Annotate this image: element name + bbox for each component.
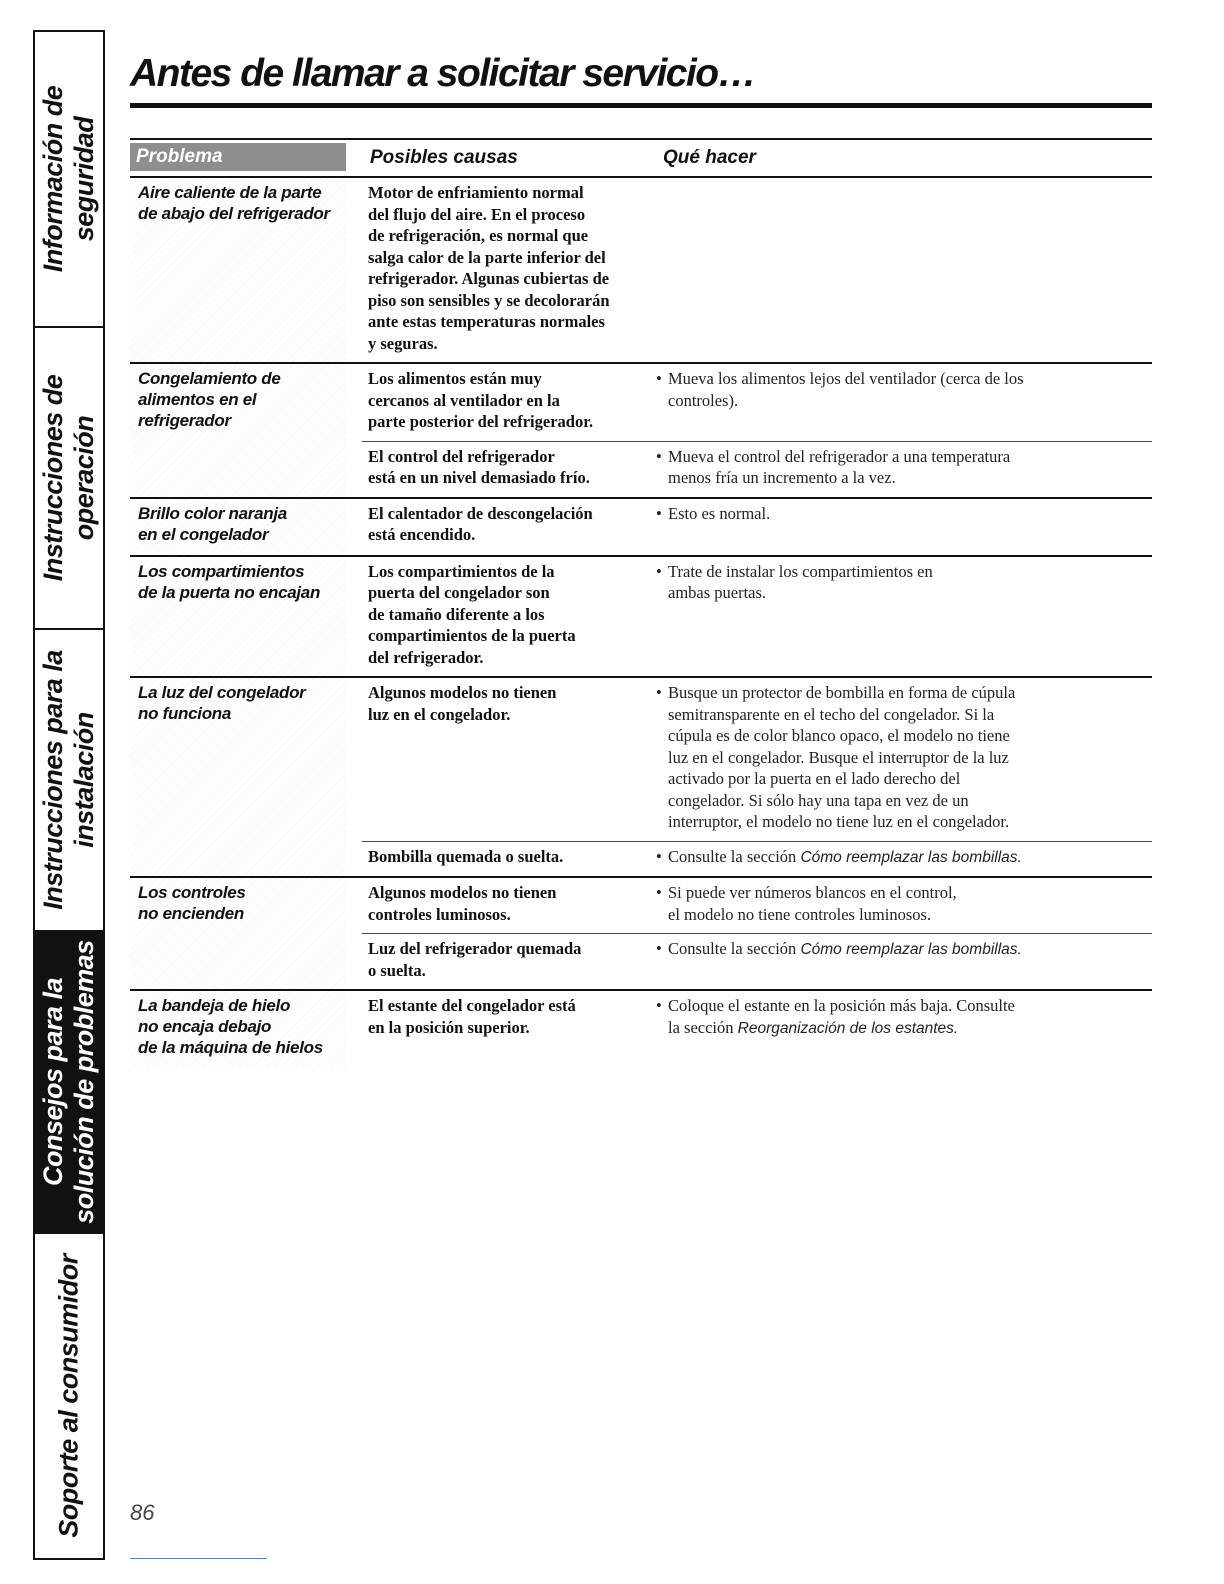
causes-cell (362, 364, 1152, 497)
todo-text (656, 938, 1152, 981)
todo-text (656, 182, 1152, 354)
todo-line (656, 561, 1148, 583)
cause-line: Los alimentos están muy (368, 369, 542, 388)
todo-line (656, 446, 1148, 468)
todo-line-text: Esto es normal. (668, 503, 771, 523)
causes-cell (362, 178, 1152, 362)
todo-line (656, 938, 1148, 961)
cause-line: compartimientos de la puerta (368, 626, 576, 645)
table-header (130, 140, 1152, 178)
todo-line-text: semitransparente en el techo del congelador. Si la (668, 704, 995, 724)
table-row (130, 499, 1152, 557)
cause-item (362, 441, 1152, 497)
todo-text (656, 503, 1152, 546)
table-row (130, 557, 1152, 679)
bullet-icon: • (656, 683, 662, 702)
todo-line (656, 995, 1148, 1017)
causes-cell (362, 678, 1152, 876)
todo-line (656, 747, 1148, 769)
cause-text (362, 503, 656, 546)
problem-line: no encaja debajo (138, 1017, 272, 1036)
cause-line: salga calor de la parte inferior del (368, 247, 606, 267)
bullet-icon: • (656, 996, 662, 1015)
cause-text (362, 938, 656, 981)
todo-line (656, 368, 1148, 390)
page-number: 86 (130, 1500, 155, 1525)
todo-line-text: menos fría un incremento a la vez. (668, 468, 896, 487)
todo-line (656, 390, 1148, 412)
problem-line: de abajo del refrigerador (138, 204, 330, 223)
cause-line: puerta del congelador son (368, 583, 550, 602)
causes-cell (362, 499, 1152, 555)
header-causes: Posibles causas (370, 147, 518, 168)
side-tab-4[interactable] (35, 932, 103, 1234)
todo-line-text: congelador. Si sólo hay una tapa en vez de un (668, 790, 969, 810)
side-tab-label-line: solución de problemas (69, 940, 99, 1224)
todo-line-text: Trate de instalar los compartimientos en (668, 561, 933, 581)
bullet-icon: • (656, 446, 662, 466)
cause-text (362, 846, 656, 869)
todo-line (656, 467, 1148, 489)
cause-line: controles luminosos. (368, 904, 511, 924)
todo-line-text: Mueva el control del refrigerador a una temperatura (668, 446, 1011, 466)
todo-line-text: la sección (668, 1017, 738, 1037)
todo-line-text: cúpula es de color blanco opaco, el modelo no tiene (668, 726, 1010, 745)
problem-cell (130, 557, 346, 677)
cause-line: o suelta. (368, 960, 426, 980)
todo-line-text: el modelo no tiene controles luminosos. (668, 904, 932, 924)
cause-line: ante estas temperaturas normales (368, 312, 605, 331)
cause-item (362, 178, 1152, 362)
bullet-icon: • (656, 846, 662, 866)
problem-line: no encienden (138, 904, 244, 923)
todo-text (656, 446, 1152, 489)
causes-cell (362, 557, 1152, 677)
todo-line-text: controles). (668, 390, 739, 410)
todo-line (656, 904, 1148, 926)
cause-line: luz en el congelador. (368, 704, 511, 724)
problem-line: de la máquina de hielos (138, 1038, 323, 1057)
cause-line: El estante del congelador está (368, 996, 576, 1015)
todo-line-text: Si puede ver números blancos en el control, (668, 883, 957, 902)
cause-line: Motor de enfriamiento normal (368, 183, 584, 202)
todo-line (656, 846, 1148, 869)
side-tab-label-line: Soporte al consumidor (53, 1254, 84, 1538)
cause-line: El calentador de descongelación (368, 503, 593, 523)
problem-cell (130, 499, 346, 555)
side-tab-label (38, 940, 100, 1224)
cause-item (362, 878, 1152, 933)
cause-item (362, 841, 1152, 877)
table-row (130, 178, 1152, 364)
table-row (130, 991, 1152, 1068)
todo-line (656, 582, 1148, 604)
causes-cell (362, 991, 1152, 1068)
todo-line-text: activado por la puerta en el lado derecho del (668, 769, 961, 788)
problem-line: Brillo color naranja (138, 503, 287, 523)
section-reference: Cómo reemplazar las bombillas. (800, 941, 1022, 958)
side-tab-label-line: Instrucciones para la (38, 650, 68, 910)
cause-text (362, 368, 656, 433)
side-tabs (33, 30, 105, 1560)
todo-text (656, 995, 1152, 1039)
cause-line: está en un nivel demasiado frío. (368, 468, 590, 487)
problem-cell (130, 991, 346, 1068)
bullet-icon: • (656, 561, 662, 581)
cause-line: Los compartimientos de la (368, 561, 555, 581)
cause-line: Algunos modelos no tienen (368, 883, 557, 902)
cause-line: Luz del refrigerador quemada (368, 939, 582, 958)
problem-line: en el congelador (138, 524, 269, 544)
todo-line (656, 768, 1148, 790)
side-tab-label-line: Información de (38, 85, 68, 273)
side-tab-2[interactable] (35, 328, 103, 630)
problem-line: alimentos en el (138, 390, 257, 409)
side-tab-label-line: operación (69, 415, 99, 541)
troubleshooting-table (130, 138, 1152, 1068)
todo-line (656, 704, 1148, 726)
cause-text (362, 882, 656, 925)
side-tab-5[interactable] (35, 1234, 103, 1560)
cause-line: Algunos modelos no tienen (368, 683, 557, 702)
cause-line: piso son sensibles y se decolorarán (368, 290, 610, 310)
section-reference: Cómo reemplazar las bombillas. (800, 848, 1022, 866)
cause-item (362, 364, 1152, 441)
side-tab-1[interactable] (35, 30, 103, 328)
cause-line: Bombilla quemada o suelta. (368, 846, 564, 866)
problem-cell (130, 878, 346, 989)
cause-text (362, 561, 656, 669)
cause-line: El control del refrigerador (368, 446, 555, 466)
bullet-icon: • (656, 503, 662, 523)
bullet-icon: • (656, 369, 662, 388)
problem-line: Aire caliente de la parte (138, 183, 322, 202)
problem-line: Los controles (138, 883, 246, 902)
cause-text (362, 682, 656, 833)
todo-line-text: Consulte la sección (668, 846, 801, 866)
problem-line: Congelamiento de (138, 369, 281, 388)
footer-rule (130, 1558, 267, 1559)
problem-line: La bandeja de hielo (138, 996, 291, 1015)
cause-line: está encendido. (368, 525, 476, 544)
header-todo: Qué hacer (663, 147, 756, 168)
todo-line (656, 503, 1148, 525)
cause-line: refrigerador. Algunas cubiertas de (368, 269, 610, 288)
cause-line: del refrigerador. (368, 647, 484, 667)
todo-text (656, 682, 1152, 833)
side-tab-label (38, 650, 100, 910)
cause-item (362, 991, 1152, 1047)
cause-text (362, 995, 656, 1039)
todo-line (656, 790, 1148, 812)
side-tab-label (38, 86, 100, 273)
cause-item (362, 557, 1152, 677)
table-row (130, 678, 1152, 878)
table-body (130, 178, 1152, 1068)
problem-line: de la puerta no encajan (138, 582, 321, 602)
header-problem: Problema (130, 143, 346, 171)
cause-line: parte posterior del refrigerador. (368, 412, 594, 431)
bullet-icon: • (656, 883, 662, 902)
title-rule (130, 103, 1152, 108)
side-tab-label-line: instalación (69, 712, 99, 848)
cause-line: cercanos al ventilador en la (368, 390, 560, 410)
bullet-icon: • (656, 939, 662, 958)
problem-cell (130, 178, 346, 362)
cause-text (362, 182, 656, 354)
cause-line: de tamaño diferente a los (368, 604, 545, 624)
cause-line: y seguras. (368, 333, 438, 353)
problem-line: Los compartimientos (138, 561, 305, 581)
todo-text (656, 846, 1152, 869)
problem-line: no funciona (138, 704, 232, 723)
table-row (130, 364, 1152, 499)
problem-line: La luz del congelador (138, 683, 306, 702)
page-title: Antes de llamar a solicitar servicio… (130, 52, 756, 95)
todo-line (656, 1017, 1148, 1040)
causes-cell (362, 878, 1152, 989)
todo-line-text: ambas puertas. (668, 583, 767, 602)
todo-text (656, 561, 1152, 669)
todo-text (656, 368, 1152, 433)
cause-line: de refrigeración, es normal que (368, 226, 589, 245)
side-tab-label-line: seguridad (69, 116, 99, 242)
cause-line: del flujo del aire. En el proceso (368, 204, 586, 224)
todo-line-text: Consulte la sección (668, 939, 801, 958)
cause-item (362, 933, 1152, 989)
table-row (130, 878, 1152, 991)
cause-item (362, 678, 1152, 841)
section-reference: Reorganización de los estantes. (737, 1019, 959, 1037)
todo-line (656, 811, 1148, 833)
todo-line-text: Coloque el estante en la posición más baja. Consulte (668, 996, 1015, 1015)
problem-cell (130, 364, 346, 497)
todo-line-text: Mueva los alimentos lejos del ventilador (cerca de los (668, 369, 1024, 388)
cause-text (362, 446, 656, 489)
side-tab-3[interactable] (35, 630, 103, 932)
cause-item (362, 499, 1152, 554)
side-tab-label (54, 1254, 85, 1538)
todo-line-text: interruptor, el modelo no tiene luz en el congelador. (668, 812, 1010, 831)
problem-line: refrigerador (138, 411, 231, 430)
side-tab-label (38, 375, 100, 582)
todo-line-text: luz en el congelador. Busque el interruptor de la luz (668, 747, 1009, 767)
todo-line-text: Busque un protector de bombilla en forma de cúpula (668, 683, 1016, 702)
todo-text (656, 882, 1152, 925)
todo-line (656, 725, 1148, 747)
side-tab-label-line: Consejos para la (38, 977, 68, 1187)
problem-cell (130, 678, 346, 876)
todo-line (656, 682, 1148, 704)
cause-line: en la posición superior. (368, 1017, 530, 1037)
todo-line (656, 882, 1148, 904)
side-tab-label-line: Instrucciones de (38, 374, 68, 582)
